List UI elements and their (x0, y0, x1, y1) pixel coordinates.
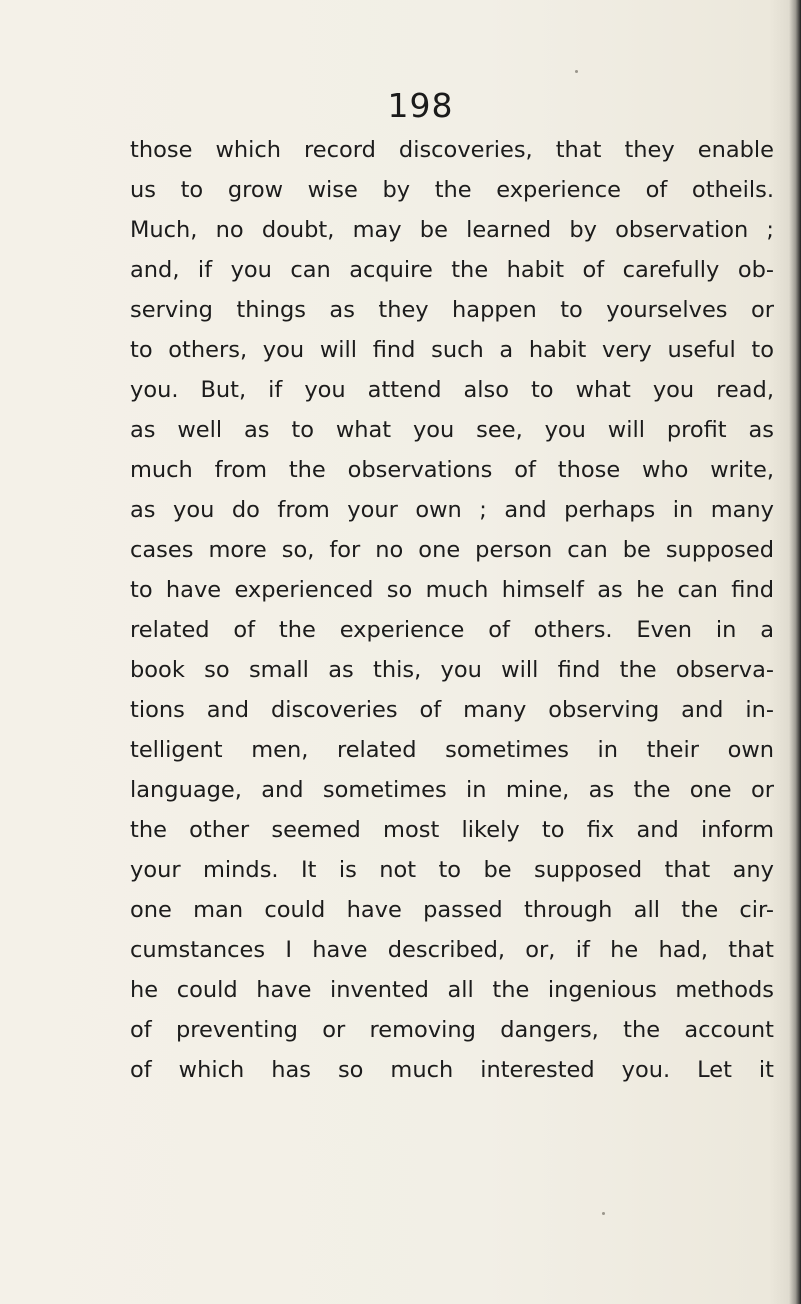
page-edge-shadow (789, 0, 801, 1304)
text-line: to have experienced so much himself as he can find (130, 577, 774, 603)
text-line: and, if you can acquire the habit of carefully ob- (130, 257, 774, 283)
text-line: of preventing or removing dangers, the account (130, 1017, 774, 1043)
text-line: tions and discoveries of many observing and in- (130, 697, 774, 723)
text-line: as well as to what you see, you will profit as (130, 417, 774, 443)
text-line: book so small as this, you will find the observa- (130, 657, 774, 683)
text-line: one man could have passed through all the cir- (130, 897, 774, 923)
page-number: 198 (387, 86, 454, 125)
paper-speck (602, 1212, 605, 1215)
text-line: us to grow wise by the experience of otheils. (130, 177, 774, 203)
text-line: those which record discoveries, that they enable (130, 137, 774, 163)
text-line: Much, no doubt, may be learned by observation ; (130, 217, 774, 243)
text-line: your minds. It is not to be supposed that any (130, 857, 774, 883)
text-line: you. But, if you attend also to what you read, (130, 377, 774, 403)
text-line: related of the experience of others. Even in a (130, 617, 774, 643)
body-text (130, 130, 774, 1090)
text-line: serving things as they happen to yourselves or (130, 297, 774, 323)
text-line: of which has so much interested you. Let it (130, 1057, 774, 1083)
text-line: cases more so, for no one person can be supposed (130, 537, 774, 563)
text-line: to others, you will find such a habit very useful to (130, 337, 774, 363)
paper-speck (575, 70, 578, 73)
text-line: telligent men, related sometimes in their own (130, 737, 774, 763)
text-line: much from the observations of those who write, (130, 457, 774, 483)
text-line: as you do from your own ; and perhaps in many (130, 497, 774, 523)
text-line: language, and sometimes in mine, as the one or (130, 777, 774, 803)
text-line: cumstances I have described, or, if he had, that (130, 937, 774, 963)
text-line: he could have invented all the ingenious methods (130, 977, 774, 1003)
text-line: the other seemed most likely to fix and inform (130, 817, 774, 843)
